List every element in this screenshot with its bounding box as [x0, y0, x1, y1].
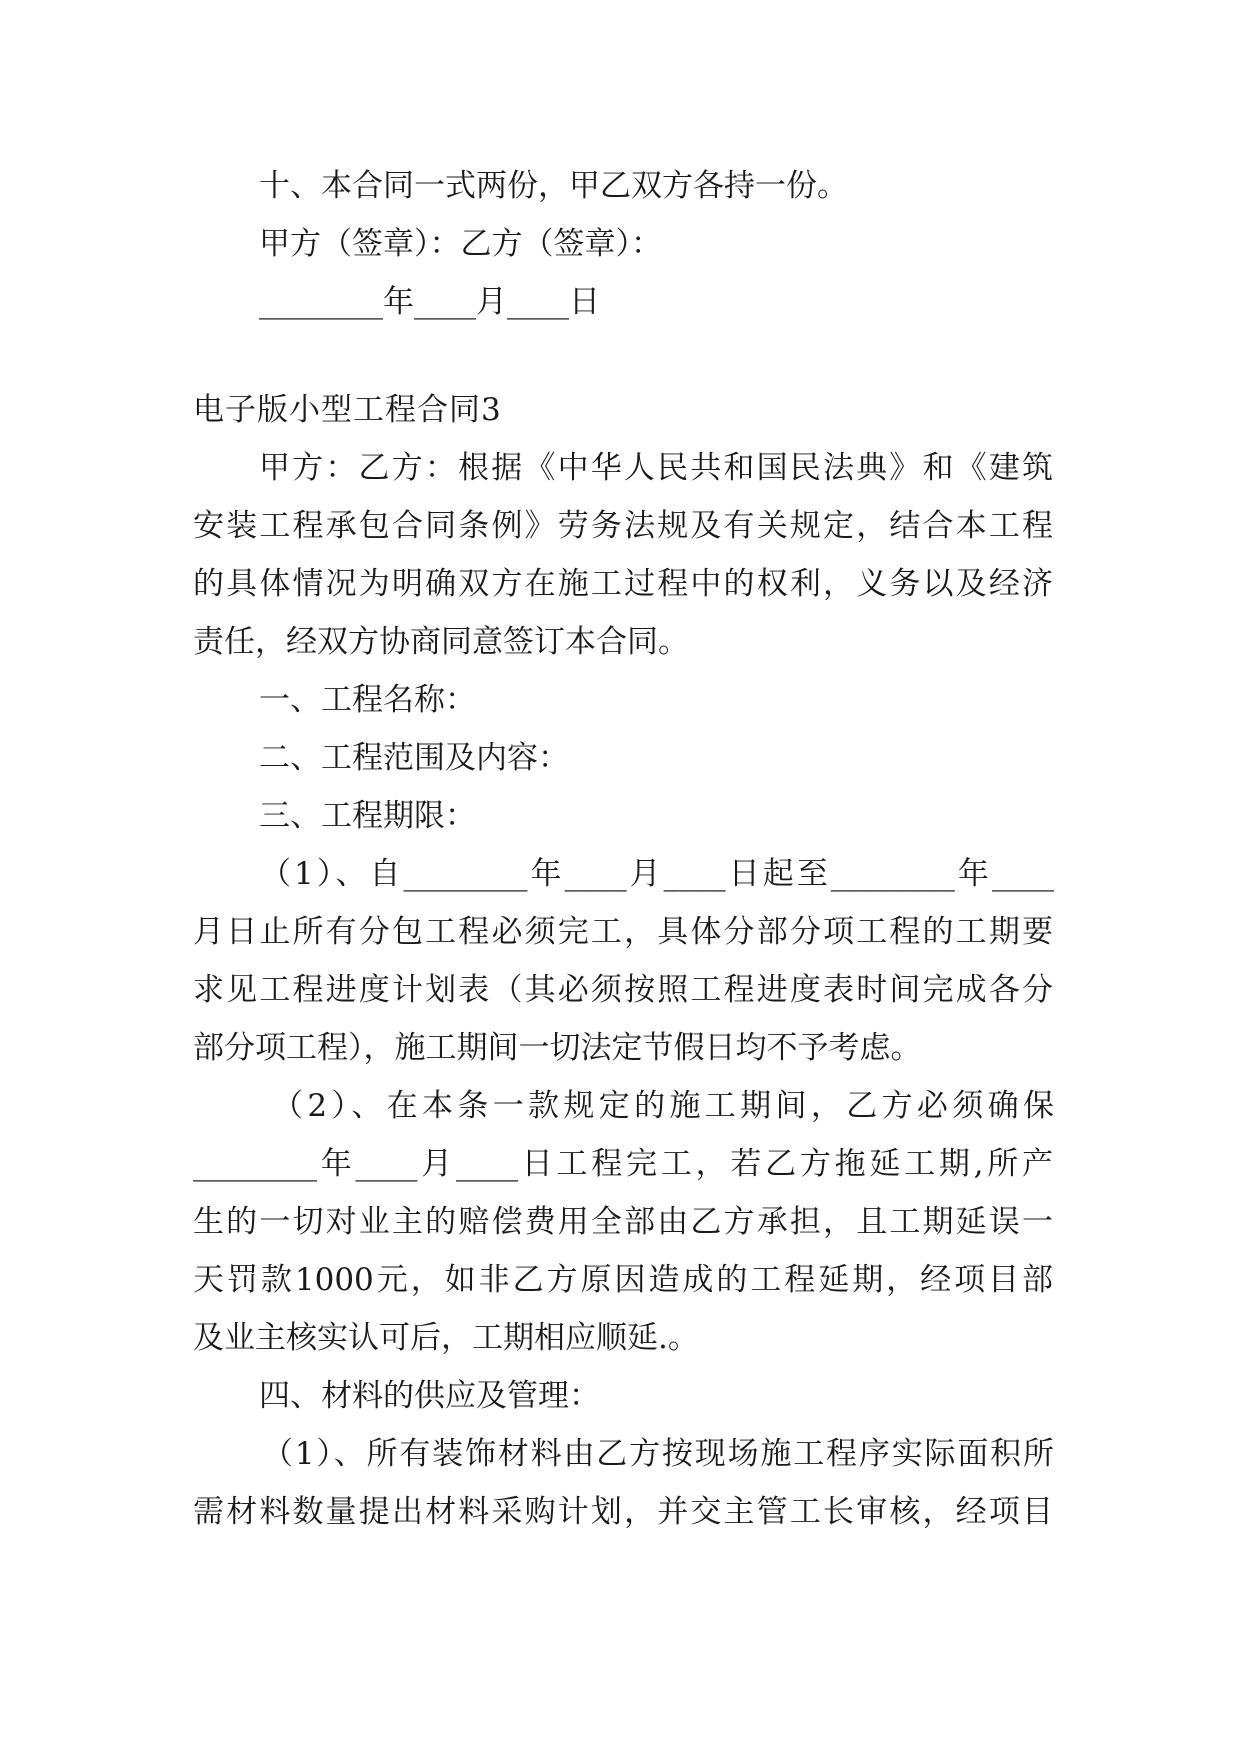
period-item-1-line-1: （1）、自________年____月____日起至________年____	[260, 856, 1054, 892]
materials-item-1-line-2: 需材料数量提出材料采购计划，并交主管工长审核，经项目	[193, 1494, 1053, 1530]
period-item-2-line-3: 生的一切对业主的赔偿费用全部由乙方承担，且工期延误一	[193, 1204, 1053, 1240]
contract-title: 电子版小型工程合同3	[193, 392, 502, 428]
period-item-1-line-2: 月日止所有分包工程必须完工，具体分部分项工程的工期要	[193, 914, 1053, 950]
period-item-1-line-4: 部分项工程），施工期间一切法定节假日均不予考虑。	[193, 1030, 922, 1066]
preamble-line-4: 责任，经双方协商同意签订本合同。	[193, 624, 689, 660]
period-item-2-line-5: 及业主核实认可后，工期相应顺延.。	[193, 1320, 699, 1356]
preamble-line-2: 安装工程承包合同条例》劳务法规及有关规定，结合本工程	[193, 508, 1053, 544]
signature-line: 甲方（签章）：乙方（签章）：	[259, 226, 662, 262]
section-project-period: 三、工程期限：	[259, 798, 476, 834]
clause-ten-line: 十、本合同一式两份，甲乙双方各持一份。	[259, 168, 848, 204]
section-project-name: 一、工程名称：	[259, 682, 476, 718]
date-line: ________年____月____日	[259, 284, 600, 320]
period-item-2-line-1: （2）、在本条一款规定的施工期间，乙方必须确保	[272, 1088, 1054, 1124]
section-project-scope: 二、工程范围及内容：	[259, 740, 569, 776]
period-item-1-line-3: 求见工程进度计划表（其必须按照工程进度表时间完成各分	[193, 972, 1053, 1008]
preamble-line-3: 的具体情况为明确双方在施工过程中的权利，义务以及经济	[193, 566, 1053, 602]
preamble-line-1: 甲方：乙方：根据《中华人民共和国民法典》和《建筑	[259, 450, 1053, 486]
period-item-2-line-4: 天罚款1000元，如非乙方原因造成的工程延期，经项目部	[193, 1262, 1053, 1298]
section-materials: 四、材料的供应及管理：	[259, 1378, 600, 1414]
materials-item-1-line-1: （1）、所有装饰材料由乙方按现场施工程序实际面积所	[262, 1436, 1054, 1472]
period-item-2-line-2: ________年____月____日工程完工，若乙方拖延工期,所产	[193, 1146, 1053, 1182]
